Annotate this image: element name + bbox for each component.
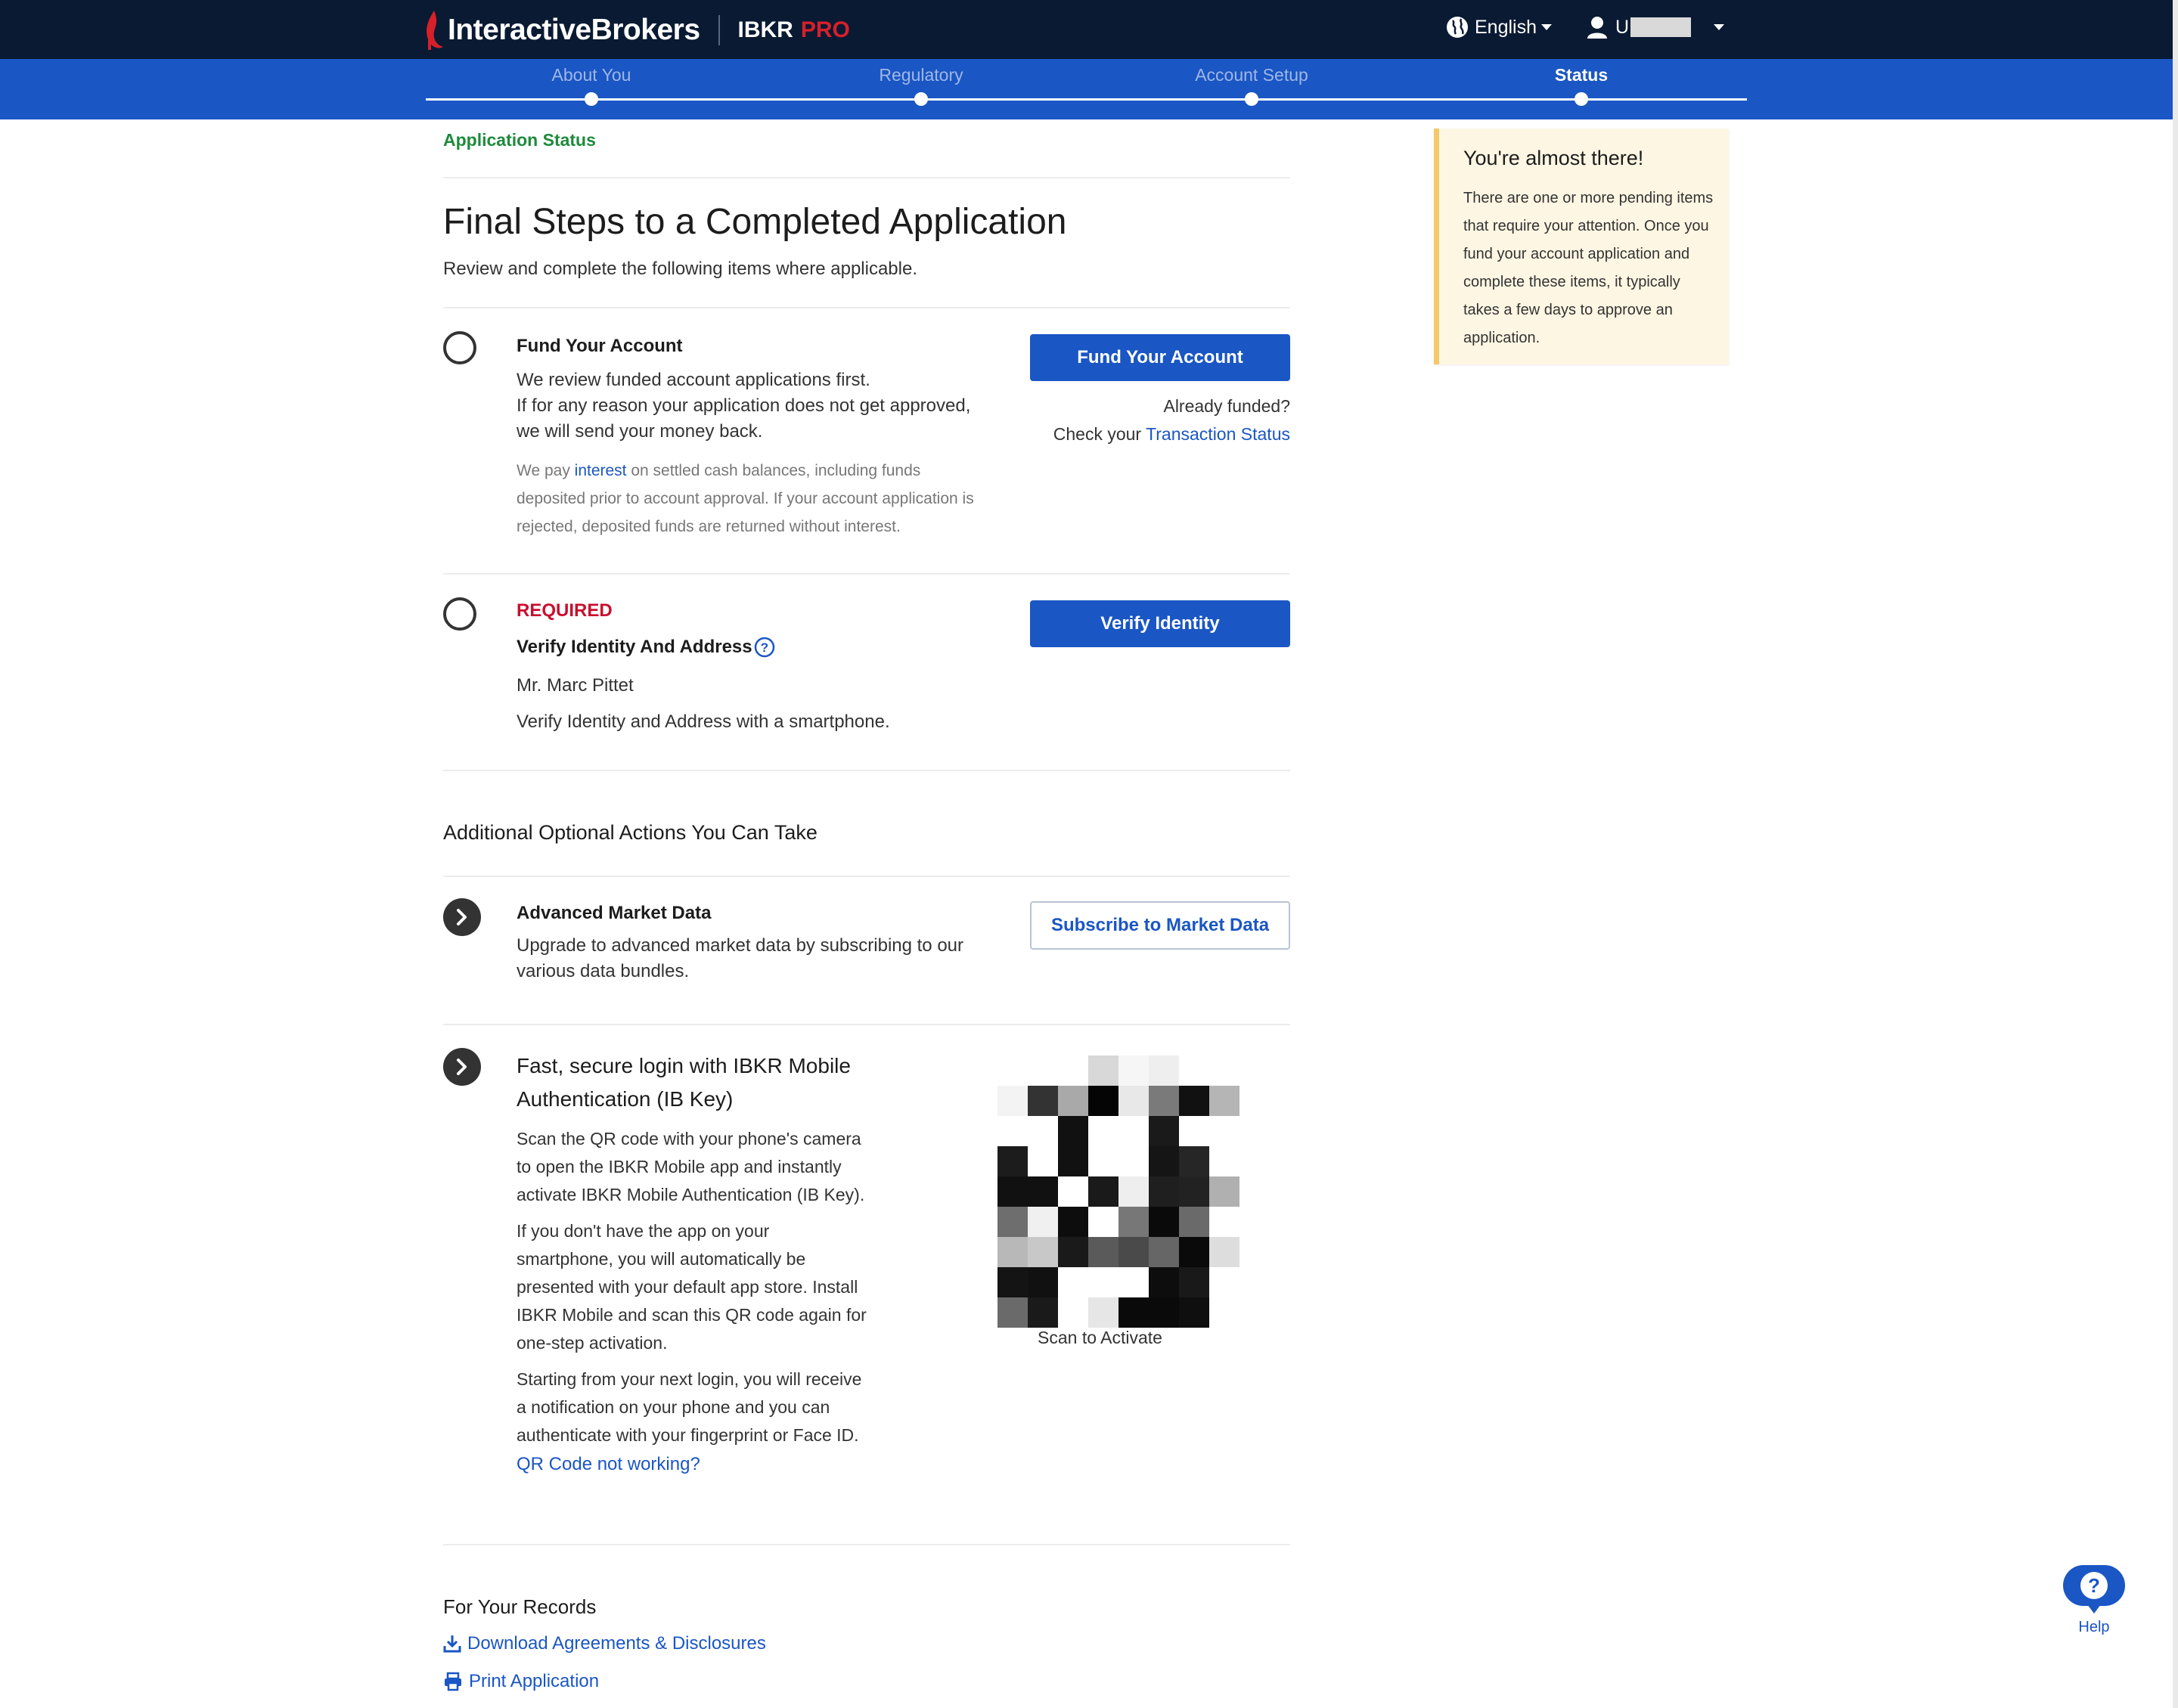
download-agreements-link[interactable] — [443, 1633, 766, 1654]
mobile-text: one-step activation. — [517, 1333, 668, 1353]
card-body: There are one or more pending items that require your attention. Once you fund your account application and complete these items, it typically takes a few days to approve an application. — [1463, 190, 1714, 346]
fund-line: If for any reason your application does not get approved, — [517, 395, 971, 416]
mobile-paragraph-1 — [517, 1125, 864, 1209]
pending-status-icon — [443, 331, 476, 364]
user-menu[interactable] — [1587, 11, 1724, 44]
mobile-paragraph-3 — [517, 1365, 861, 1449]
step-label: Status — [1554, 65, 1609, 85]
mobile-text: a notification on your phone and you can — [517, 1397, 830, 1417]
fund-title: Fund Your Account — [517, 336, 683, 356]
question-circle-icon[interactable] — [754, 637, 775, 658]
verify-description: Verify Identity and Address with a smartphone. — [517, 711, 890, 732]
verify-identity-button[interactable]: Verify Identity — [1030, 600, 1290, 647]
qr-not-working-link[interactable]: QR Code not working? — [517, 1454, 700, 1474]
note-text: We pay — [517, 462, 575, 479]
step-dot — [1575, 92, 1588, 106]
printer-icon — [443, 1672, 463, 1691]
qr-code-image — [997, 1055, 1239, 1328]
brand-name: InteractiveBrokers — [448, 14, 700, 46]
transaction-status-line — [1053, 424, 1290, 445]
step-label: About You — [551, 65, 631, 85]
step-dot — [914, 92, 928, 106]
download-icon — [443, 1634, 461, 1654]
note-text: rejected, deposited funds are returned without interest. — [517, 518, 901, 535]
svg-text:?: ? — [760, 640, 768, 655]
pending-status-icon — [443, 597, 476, 631]
interest-link[interactable]: interest — [574, 462, 627, 479]
svg-text:?: ? — [2088, 1574, 2100, 1597]
progress-steps — [0, 59, 2173, 119]
mobile-title-line: Authentication (IB Key) — [517, 1087, 734, 1111]
mobile-text: Starting from your next login, you will receive — [517, 1369, 862, 1389]
language-selector[interactable] — [1446, 12, 1552, 42]
divider — [443, 770, 1290, 771]
help-label: Help — [2078, 1619, 2110, 1635]
mobile-text: to open the IBKR Mobile app and instantly — [517, 1157, 842, 1176]
help-bubble-icon — [2062, 1564, 2127, 1613]
page-subtitle: Review and complete the following items where applicable. — [443, 259, 917, 279]
divider — [443, 876, 1290, 877]
ib-flame-icon — [424, 9, 445, 51]
divider — [443, 307, 1290, 308]
fund-line: We review funded account applications first. — [517, 370, 870, 390]
divider — [443, 177, 1290, 178]
already-funded-text: Already funded? — [1163, 396, 1290, 416]
chevron-down-icon — [1541, 24, 1552, 30]
market-data-description — [517, 933, 963, 984]
mobile-text: If you don't have the app on your — [517, 1221, 770, 1241]
transaction-status-link[interactable]: Transaction Status — [1146, 424, 1290, 444]
window-edge — [2173, 0, 2178, 1708]
step-about-you[interactable] — [478, 59, 705, 85]
mobile-paragraph-2 — [517, 1217, 867, 1357]
note-text: on settled cash balances, including funds — [626, 462, 921, 479]
step-status[interactable] — [1468, 59, 1695, 85]
user-id: U — [1615, 16, 1630, 38]
market-line: Upgrade to advanced market data by subscribing to our — [517, 935, 964, 956]
product-suffix: PRO — [800, 17, 850, 42]
verify-name: Mr. Marc Pittet — [517, 675, 634, 696]
records-heading: For Your Records — [443, 1595, 597, 1618]
verify-title-row — [517, 637, 775, 658]
product-name: IBKR — [737, 17, 793, 42]
fund-account-button[interactable]: Fund Your Account — [1030, 334, 1290, 381]
mobile-text: presented with your default app store. Install — [517, 1277, 858, 1297]
chevron-right-icon[interactable] — [443, 898, 481, 936]
user-icon — [1587, 16, 1608, 39]
mobile-title-line: Fast, secure login with IBKR Mobile — [517, 1054, 851, 1077]
divider — [443, 1024, 1290, 1025]
step-regulatory[interactable] — [808, 59, 1035, 85]
step-account-setup[interactable] — [1138, 59, 1365, 85]
step-dot — [1245, 92, 1258, 106]
language-label: English — [1475, 16, 1537, 38]
help-button[interactable] — [2060, 1564, 2128, 1636]
mobile-text: IBKR Mobile and scan this QR code again for — [517, 1305, 867, 1325]
chevron-right-icon[interactable] — [443, 1048, 481, 1086]
step-label: Regulatory — [879, 65, 963, 85]
check-text: Check your — [1053, 424, 1146, 444]
mobile-text: smartphone, you will automatically be — [517, 1249, 806, 1269]
mobile-text: authenticate with your fingerprint or Face ID. — [517, 1425, 859, 1445]
card-title: You're almost there! — [1463, 147, 1644, 169]
progress-line — [426, 98, 1747, 101]
chevron-down-icon — [1714, 24, 1724, 30]
fund-description — [517, 367, 970, 445]
print-application-link[interactable] — [443, 1671, 599, 1692]
step-dot — [585, 92, 598, 106]
page-title: Final Steps to a Completed Application — [443, 202, 1067, 242]
breadcrumb: Application Status — [443, 130, 596, 150]
subscribe-market-data-button[interactable]: Subscribe to Market Data — [1030, 901, 1290, 950]
divider — [443, 1544, 1290, 1545]
top-navigation-bar — [0, 0, 2173, 59]
mobile-text: activate IBKR Mobile Authentication (IB Key). — [517, 1185, 865, 1204]
download-label: Download Agreements & Disclosures — [467, 1633, 766, 1654]
print-label: Print Application — [469, 1671, 600, 1691]
fund-note — [517, 457, 974, 541]
logo-divider — [718, 15, 720, 45]
fund-line: we will send your money back. — [517, 421, 763, 442]
mobile-text: Scan the QR code with your phone's camera — [517, 1129, 861, 1148]
optional-actions-heading: Additional Optional Actions You Can Take — [443, 821, 818, 844]
market-data-title: Advanced Market Data — [517, 903, 712, 923]
mobile-auth-title — [517, 1049, 880, 1116]
almost-there-card — [1434, 129, 1729, 364]
note-text: deposited prior to account approval. If your account application is — [517, 490, 974, 507]
logo[interactable] — [424, 8, 850, 53]
divider — [443, 573, 1290, 575]
required-label: REQUIRED — [517, 600, 613, 621]
market-line: various data bundles. — [517, 961, 690, 981]
verify-title: Verify Identity And Address — [517, 637, 752, 657]
globe-icon — [1446, 16, 1469, 39]
qr-label: Scan to Activate — [1038, 1328, 1162, 1347]
step-label: Account Setup — [1195, 65, 1308, 85]
redacted-user-id — [1630, 17, 1691, 37]
